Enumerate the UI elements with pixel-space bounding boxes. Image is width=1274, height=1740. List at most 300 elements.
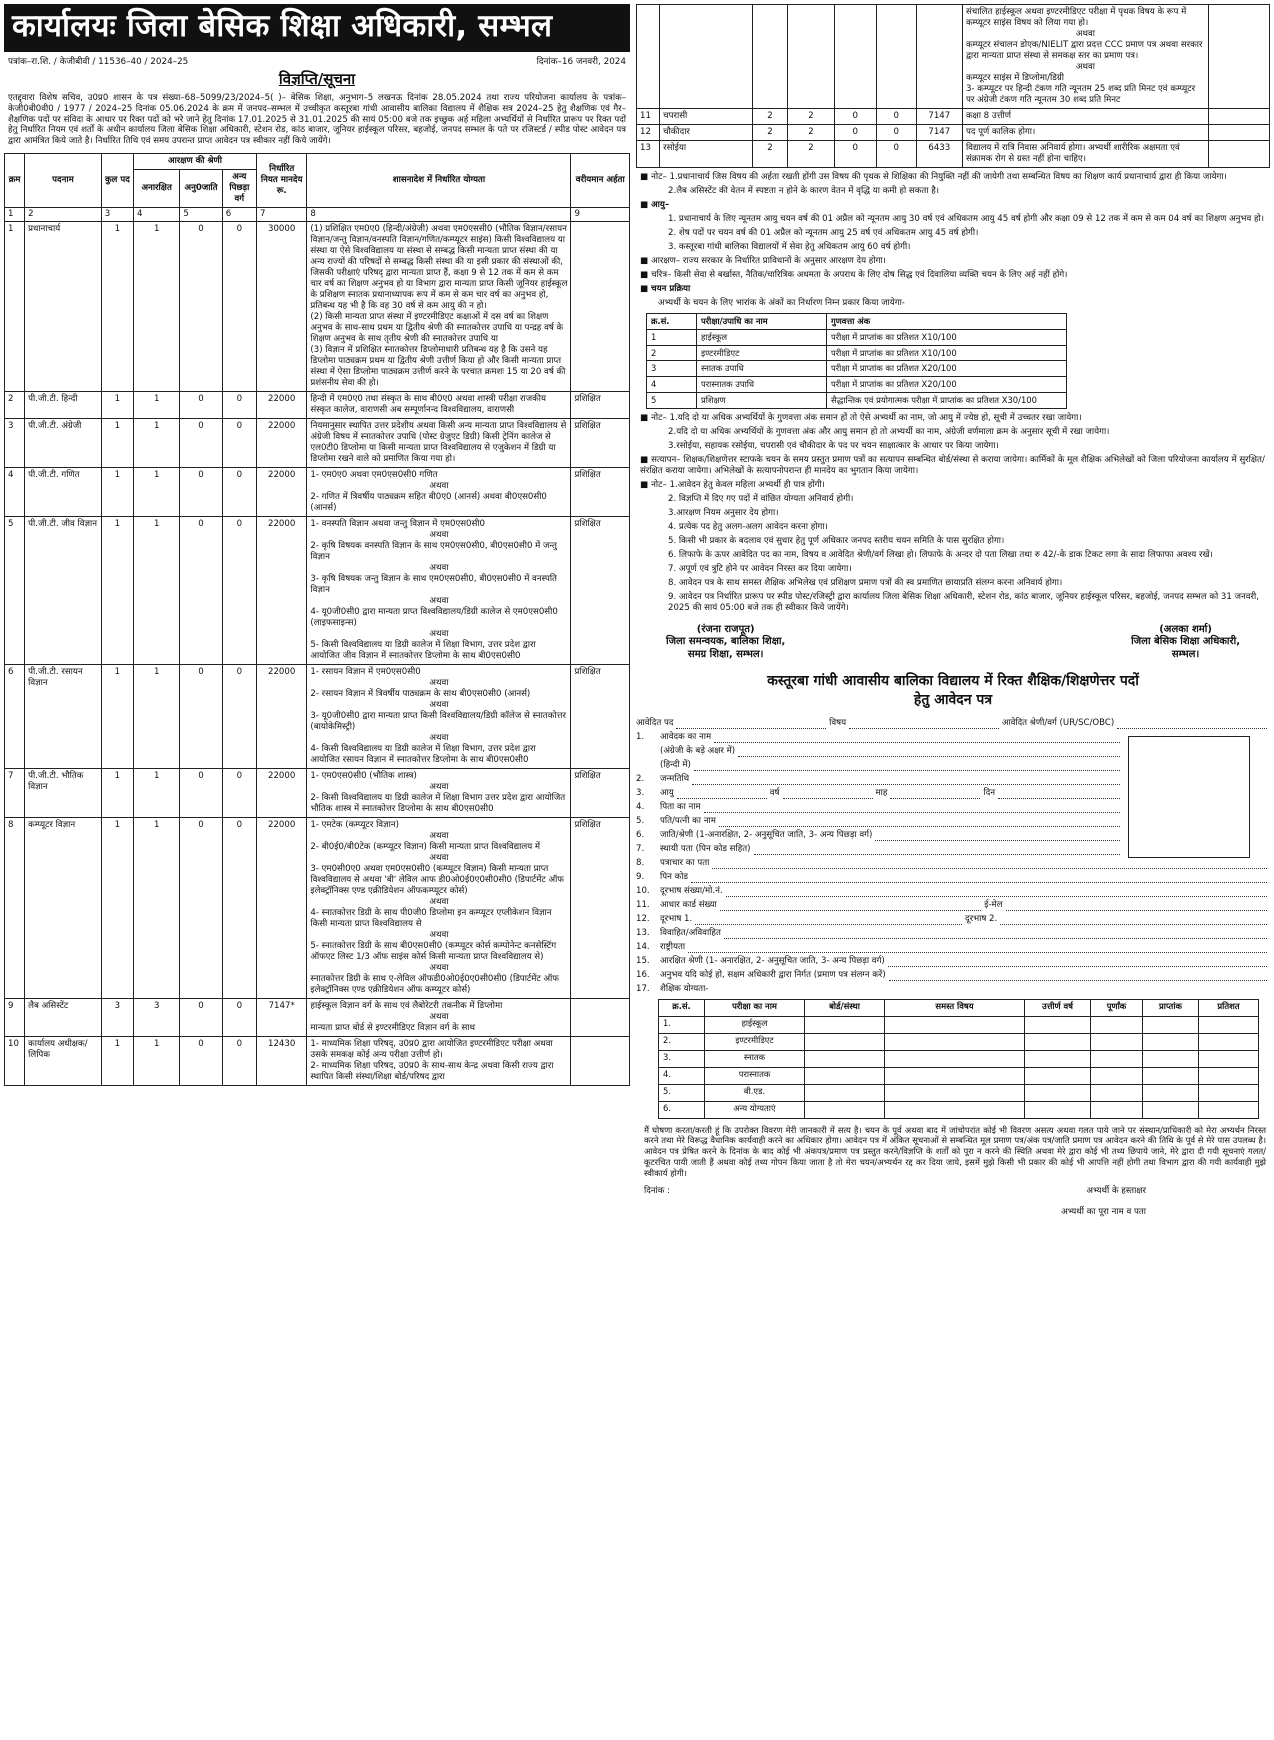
post-preferred: प्रशिक्षित: [571, 768, 630, 817]
qualification-line: 5- किसी विश्वविद्यालय या डिग्री कालेज में शिक्षा विभाग, उत्तर प्रदेश द्वारा आयोजित जीव विज्ञान में स्नातकोत्तर डिप्लोमा के साथ बी0एस0सी0: [310, 639, 536, 661]
age-day-field[interactable]: [890, 789, 980, 799]
post-ur: 1: [134, 516, 180, 664]
field-label: अनुभव यदि कोई हो, सक्षम अधिकारी द्वारा निर्गत (प्रमाण पत्र संलग्न करें): [660, 969, 886, 980]
post-sc: 0: [834, 141, 876, 168]
post-fee: 22000: [256, 516, 306, 664]
empty-cell: [1208, 5, 1269, 109]
aadhaar-field[interactable]: [720, 901, 981, 911]
qualification-line: अथवा: [429, 852, 449, 863]
merit-cell: प्रशिक्षण: [697, 392, 827, 408]
qualification-line: 1- वनस्पति विज्ञान अथवा जन्तु विज्ञान में एम0एस0सी0: [310, 518, 485, 529]
post-sno: 8: [5, 817, 25, 998]
post-total: 1: [101, 817, 133, 998]
post-preferred: [1208, 109, 1269, 125]
post-qualification: [307, 221, 571, 391]
education-input-cell[interactable]: [1025, 1067, 1091, 1084]
post-name: कार्यालय अधीक्षक/लिपिक: [25, 1036, 102, 1085]
post-total: 1: [101, 768, 133, 817]
post-fee: 30000: [256, 221, 306, 391]
signature-bsa: (अलका शर्मा) जिला बेसिक शिक्षा अधिकारी, सम्भल।: [1131, 623, 1240, 661]
qualification-line: 1- एम0ए0 अथवा एम0एस0सी0 गणित: [310, 469, 438, 480]
tie-rule-3: 3.रसोईया, सहायक रसोईया, चपरासी एवं चौकीदार के पद पर चयन साक्षात्कार के आधार पर किया जायेगा।: [668, 440, 999, 451]
column-number: 5: [180, 207, 222, 221]
post-total: 2: [752, 109, 788, 125]
post-sno: 9: [5, 998, 25, 1036]
education-input-cell[interactable]: [1091, 1067, 1143, 1084]
email-field[interactable]: [1006, 901, 1267, 911]
field-label: पिता का नाम: [660, 801, 701, 812]
merit-cell: हाईस्कूल: [697, 329, 827, 345]
education-input-cell[interactable]: [1143, 1016, 1199, 1033]
declaration-text: मैं घोषणा करता/करती हूं कि उपरोक्त विवरण मेरी जानकारी में सत्य है। चयन के पूर्व अथवा बाद में जांचोपरांत कोई भी विवरण असत्य अथवा गलत पाये जाने पर संस्थान/प्राधिकारी को मेरा अभ्यर्थन निरस्त करने तथा मेरे विरूद्ध वैधानिक कार्यवाही करने का अधिकार होगा। आवेदन पत्र में अंकित सूचनाओं से सम्बन्धित मूल प्रमाण पत्र/अंक पत्र/जाति प्रमाण पत्र आवेदन करने की तिथि के पूर्व से मेरे पास उपलब्ध है। आवेदन पत्र प्रेषित करने के दिनांक के बाद कोई भी अंकपत्र/प्रमाण पत्र प्रस्तुत करने/विज्ञप्ति के शर्तों को पूरा न करने की स्थिति अथवा मेरे द्वारा कोई भी तथ्य छिपाये जाने, मेरे द्वारा दी गयी सूचनाएं गलत/कूटरचित पायी जाती हैं अथवा कोई तथ्य गोपन किया जाता है तो मेरा चयन/अभ्यर्थन रद्द कर दिया जाये, इसमें मुझे किसी भी प्रकार की कोई भी आपत्ति नहीं होगी तथा विभाग द्वारा की गयी कार्यवाही मुझे स्वीकार्य होगी।: [644, 1124, 1266, 1178]
qualification-line: कम्प्यूटर साइंस में डिप्लोमा/डिग्री: [965, 73, 1064, 83]
education-input-cell[interactable]: [805, 1084, 885, 1101]
left-column: [4, 4, 630, 1736]
post-preferred: [571, 221, 630, 391]
field-label: दूरभाष संख्या/मो.नं.: [660, 885, 723, 896]
post-obc: 0: [876, 109, 916, 125]
merit-cell: 4: [647, 377, 697, 393]
post-obc: 0: [222, 516, 256, 664]
post-row: [637, 125, 1270, 141]
post-total: 2: [752, 141, 788, 168]
continued-qualification: [962, 5, 1208, 109]
education-header: प्राप्तांक: [1143, 999, 1199, 1016]
form-input-line[interactable]: [754, 845, 1120, 855]
qualification-line: हाईस्कूल विज्ञान वर्ग के साथ एवं लैबोरेटरी तकनीक में डिप्लोमा: [310, 1000, 503, 1011]
post-row: [5, 221, 630, 391]
post-name: रसोईया: [660, 141, 753, 168]
education-input-cell[interactable]: [1199, 1067, 1259, 1084]
post-fee: 22000: [256, 817, 306, 998]
education-input-cell[interactable]: [1143, 1050, 1199, 1067]
field-label: (अंग्रेजी के बड़े अक्षर में): [660, 745, 736, 756]
post-preferred: [571, 1036, 630, 1085]
qualification-line: 1- एमटेक (कम्प्यूटर विज्ञान): [310, 819, 399, 830]
general-note: 8. आवेदन पत्र के साथ समस्त शैक्षिक अभिलेख एवं प्रशिक्षण प्रमाण पत्रों की स्व प्रमाणित छायाप्रति संलग्न करना अनिवार्य होगा।: [668, 577, 1063, 588]
form-input-line[interactable]: [738, 747, 1120, 757]
phone2-label: दूरभाष 2.: [965, 913, 998, 924]
education-input-cell[interactable]: [805, 1101, 885, 1118]
empty-cell: [876, 5, 916, 109]
post-sno: 6: [5, 664, 25, 768]
header-total: कुल पद: [101, 153, 133, 207]
post-row: [5, 467, 630, 516]
header-obc: अन्य पिछड़ा वर्ग: [222, 169, 256, 207]
form-input-line[interactable]: [714, 733, 1120, 743]
qualification-line: 3- कृषि विषयक जन्तु विज्ञान के साथ एम0एस0सी0, बी0एस0सी0 में वनस्पति विज्ञान: [310, 573, 557, 595]
education-sno: 4.: [659, 1067, 705, 1084]
education-input-cell[interactable]: [1025, 1016, 1091, 1033]
empty-cell: [660, 5, 753, 109]
form-input-line[interactable]: [719, 817, 1120, 827]
education-input-cell[interactable]: [1199, 1084, 1259, 1101]
field-label: जाति/श्रेणी (1-अनारक्षित, 2- अनुसूचित जाति, 3- अन्य पिछड़ा वर्ग): [660, 829, 873, 840]
education-input-cell[interactable]: [1143, 1033, 1199, 1050]
education-exam: हाईस्कूल: [705, 1016, 805, 1033]
qualification-line: कम्प्यूटर संचालन डोएक/NIELIT द्वारा प्रदत्त CCC प्रमाण पत्र अथवा सरकार द्वारा मान्यता प्राप्त संस्था से समकक्ष स्तर का प्रमाण पत्र।: [965, 40, 1203, 61]
field-number: 11.: [636, 899, 650, 910]
general-notes-list: [640, 494, 1266, 614]
field-label: राष्ट्रीयता: [660, 941, 686, 952]
education-exam: अन्य योग्यताएं: [705, 1101, 805, 1118]
post-obc: 0: [222, 664, 256, 768]
header-reservation: आरक्षण की श्रेणी: [134, 153, 257, 169]
post-row: [5, 516, 630, 664]
post-sno: 7: [5, 768, 25, 817]
qualification-line: 1- माध्यमिक शिक्षा परिषद्, उ0प्र0 द्वारा आयोजित इण्टरमीडिएट परीक्षा अथवा उसके समकक्ष कोई अन्य परीक्षा उत्तीर्ण हो।: [310, 1038, 553, 1060]
age-tail-field[interactable]: [998, 789, 1120, 799]
education-header: बोर्ड/संस्था: [805, 999, 885, 1016]
merit-row: [647, 329, 1067, 345]
subject-field[interactable]: [849, 719, 999, 729]
form-input-line[interactable]: [889, 971, 1267, 981]
education-input-cell[interactable]: [1025, 1050, 1091, 1067]
field-number: 2.: [636, 773, 645, 784]
post-sno: 1: [5, 221, 25, 391]
general-note: 3.आरक्षण नियम अनुसार देय होगा।: [668, 507, 779, 518]
form-input-line[interactable]: [688, 943, 1267, 953]
form-input-line[interactable]: [724, 929, 1267, 939]
post-total: 1: [101, 664, 133, 768]
post-fee: 22000: [256, 467, 306, 516]
form-input-line[interactable]: [888, 957, 1267, 967]
notice-date: दिनांक–16 जनवरी, 2024: [536, 56, 626, 67]
age-rule-2: 2. शेष पदों पर चयन वर्ष की 01 अप्रैल को न्यूनतम आयु 25 वर्ष एवं अधिकतम आयु 45 वर्ष होगी।: [668, 228, 979, 238]
education-exam: परास्नातक: [705, 1067, 805, 1084]
age-month-field[interactable]: [783, 789, 873, 799]
post-sc: 0: [180, 998, 222, 1036]
empty-cell: [916, 5, 962, 109]
education-input-cell[interactable]: [805, 1067, 885, 1084]
post-total: 1: [101, 391, 133, 418]
form-input-line[interactable]: [726, 887, 1267, 897]
qualification-line: अथवा: [429, 830, 449, 841]
post-sc: 0: [180, 221, 222, 391]
age-rule-1: 1. प्रधानाचार्य के लिए न्यूनतम आयु चयन वर्ष की 01 अप्रैल को न्यूनतम आयु 30 वर्ष एवं अधिकतम आयु 45 वर्ष होगी और कक्षा 09 से 12 तक में कम से कम 04 वर्ष का शिक्षण अनुभव हो।: [668, 214, 1265, 224]
education-input-cell[interactable]: [885, 1050, 1025, 1067]
field-number: 1.: [636, 731, 645, 742]
post-sc: 0: [180, 391, 222, 418]
category-field[interactable]: [1117, 719, 1267, 729]
post-fee: 22000: [256, 391, 306, 418]
education-input-cell[interactable]: [1199, 1016, 1259, 1033]
post-sc: 0: [180, 817, 222, 998]
qualification-line: अथवा: [1075, 62, 1095, 72]
post-qualification: [307, 664, 571, 768]
field-label: पिन कोड: [660, 871, 689, 882]
education-input-cell[interactable]: [1143, 1067, 1199, 1084]
education-input-cell[interactable]: [1143, 1084, 1199, 1101]
field-number: 4.: [636, 801, 645, 812]
education-input-cell[interactable]: [1091, 1033, 1143, 1050]
email-label: ई-मेल: [984, 899, 1003, 910]
signature-block: [666, 624, 1240, 662]
reservation-rule: ■ आरक्षण– राज्य सरकार के निर्धारित प्राविधानों के अनुसार आरक्षण देय होगा।: [640, 256, 886, 266]
education-input-cell[interactable]: [805, 1033, 885, 1050]
qualification-line: अथवा: [429, 962, 449, 973]
header-sno: क्रम: [5, 153, 25, 207]
post-fee: 6433: [916, 141, 962, 168]
general-note: 7. अपूर्ण एवं त्रुटि होने पर आवेदन निरस्त कर दिया जायेगा।: [668, 563, 852, 574]
post-sc: 0: [180, 664, 222, 768]
field-number: 3.: [636, 787, 645, 798]
education-input-cell[interactable]: [1025, 1084, 1091, 1101]
qualification-line: मान्यता प्राप्त बोर्ड से इण्टरमीडिएट विज्ञान वर्ग के साथ: [310, 1022, 476, 1033]
general-note: 6. लिफाफे के ऊपर आवेदित पद का नाम, विषय व आवेदित श्रेणी/वर्ग लिखा हो। लिफाफे के अन्दर दो पता लिखा तथा रु 42/-के डाक टिकट लगा के सादा लिफाफा अवश्य रखें।: [668, 549, 1213, 560]
age-year-label: वर्ष: [769, 787, 780, 798]
education-input-cell[interactable]: [885, 1067, 1025, 1084]
right-column: [636, 4, 1270, 1736]
selection-intro: अभ्यर्थी के चयन के लिए भारांक के अंकों का निर्धारण निम्न प्रकार किया जायेगा-: [658, 298, 905, 308]
education-sno: 5.: [659, 1084, 705, 1101]
field-number: 17.: [636, 983, 650, 994]
post-name: लैब असिस्टेंट: [25, 998, 102, 1036]
field-number: 10.: [636, 885, 650, 896]
qualification-line: हिन्दी में एम0ए0 तथा संस्कृत के साथ बी0ए0 अथवा शास्त्री परीक्षा राजकीय संस्कृत कालेज, वाराणसी अब सम्पूर्णानन्द विश्वविद्यालय, वाराणसी: [310, 393, 546, 415]
education-header: पूर्णांक: [1091, 999, 1143, 1016]
phone2-field[interactable]: [1000, 915, 1267, 925]
form-field-row: [636, 886, 1270, 897]
general-note: 4. प्रत्येक पद हेतु अलग-अलग आवेदन करना होगा।: [668, 521, 828, 532]
post-obc: 0: [222, 418, 256, 467]
education-sno: 6.: [659, 1101, 705, 1118]
education-input-cell[interactable]: [1091, 1101, 1143, 1118]
education-header: क्र.सं.: [659, 999, 705, 1016]
column-number: 6: [222, 207, 256, 221]
education-exam: स्नातक: [705, 1050, 805, 1067]
general-note: 2. विज्ञप्ति में दिए गए पदों में वांछित योग्यता अनिवार्य होगी।: [668, 493, 854, 504]
form-input-line[interactable]: [875, 831, 1120, 841]
age-years-field[interactable]: [677, 789, 767, 799]
qualification-line: अथवा: [429, 896, 449, 907]
post-sno: 11: [637, 109, 660, 125]
post-sc: 0: [834, 109, 876, 125]
header-unreserved: अनारक्षित: [134, 169, 180, 207]
field-label: जन्मतिथि: [660, 773, 690, 784]
education-input-cell[interactable]: [1199, 1101, 1259, 1118]
qualification-line: अथवा: [429, 677, 449, 688]
qualification-line: (1) प्रशिक्षित एम0ए0 (हिन्दी/अंग्रेजी) अथवा एम0एससी0 (भौतिक विज्ञान/रसायन विज्ञान/जन्तु विज्ञान/वनस्पति विज्ञान/गणित/कम्प्यूटर साइंस) किसी विश्वविद्यालय या संस्था या ऐसे विश्वविद्यालय या संस्था से सम्बद्ध किसी मान्यता प्राप्त संस्था की या अन्य राज्यों की परिषदों से सम्बद्ध किसी संस्था की या इसी प्रकार की संस्थाओं की, जिसकी परीक्षाएं परिषद् द्वारा मान्यता प्राप्त हैं, कक्षा 9 से 12 तक में कम से कम चार वर्ष का शिक्षण अनुभव हो या विभाग द्वारा मान्यता प्राप्त किसी जूनियर हाईस्कूल के प्रशिक्षण स्नातक प्रधानाध्यापक रूप में कम से कम चार वर्ष का अनुभव हो, प्रतिबन्ध यह भी है कि वह 30 वर्ष से कम आयु की न हो।: [310, 223, 568, 311]
qualification-line: अथवा: [429, 480, 449, 491]
post-total: 1: [101, 467, 133, 516]
post-obc: 0: [222, 998, 256, 1036]
office-masthead: कार्यालयः जिला बेसिक शिक्षा अधिकारी, सम्भल: [4, 4, 630, 52]
post-name: कम्प्यूटर विज्ञान: [25, 817, 102, 998]
qualification-line: अथवा: [1075, 29, 1095, 39]
qualification-line: अथवा: [429, 529, 449, 540]
qualification-line: 3- एम0सी0ए0 अथवा एम0एस0सी0 (कम्प्यूटर विज्ञान) किसी मान्यता प्राप्त विश्वविद्यालय से अथवा 'बी' लेविल आफ डी0ओ0ई0ए0सी0सी0 (डिपार्टमेंट ऑफ इलेक्ट्रॉनिक्स एण्ड एक्रीडियेशन ऑफकम्प्यूटर कोर्स): [310, 863, 564, 896]
form-input-line[interactable]: [704, 803, 1120, 813]
qualification-line: अथवा: [429, 929, 449, 940]
notes-section: [640, 172, 1266, 614]
post-name: चौकीदार: [660, 125, 753, 141]
post-row: [5, 664, 630, 768]
post-ur: 1: [134, 221, 180, 391]
empty-cell: [834, 5, 876, 109]
post-fee: 7147: [916, 109, 962, 125]
merit-cell: परीक्षा में प्राप्तांक का प्रतिशत X10/100: [827, 345, 1067, 361]
post-sc: 0: [180, 467, 222, 516]
post-preferred: [571, 998, 630, 1036]
post-preferred: प्रशिक्षित: [571, 418, 630, 467]
post-preferred: प्रशिक्षित: [571, 467, 630, 516]
education-sno: 1.: [659, 1016, 705, 1033]
date-label: दिनांक :: [644, 1186, 671, 1197]
qualification-line: 2- बी0ई0/बी0टेक (कम्प्यूटर विज्ञान) किसी मान्यता प्राप्त विश्वविद्यालय में: [310, 841, 541, 852]
post-obc: 0: [222, 817, 256, 998]
phone1-field[interactable]: [695, 915, 962, 925]
qualification-line: 2- गणित में त्रिवर्षीय पाठ्यक्रम सहित बी0ए0 (आनर्स) अथवा बी0एस0सी0 (आनर्स): [310, 491, 547, 513]
merit-cell: परीक्षा में प्राप्तांक का प्रतिशत X10/100: [827, 329, 1067, 345]
post-sno: 10: [5, 1036, 25, 1085]
post-preferred: [1208, 125, 1269, 141]
applicant-sign-area: [644, 1186, 1266, 1218]
post-sc: 0: [180, 418, 222, 467]
education-input-cell[interactable]: [885, 1084, 1025, 1101]
education-input-cell[interactable]: [1199, 1050, 1259, 1067]
qualification-line: 2- कृषि विषयक वनस्पति विज्ञान के साथ एम0एस0सी0, बी0एस0सी0 में जन्तु विज्ञान: [310, 540, 557, 562]
field-number: 6.: [636, 829, 645, 840]
form-input-line[interactable]: [691, 873, 1267, 883]
merit-cell: 5: [647, 392, 697, 408]
tie-rule-2: 2.यदि दो या अधिक अभ्यर्थियों के गुणवत्ता अंक और आयु समान हो तो अभ्यर्थी का नाम, अंग्रेजी वर्णमाला क्रम के अनुसार सूची में रखा जायेगा।: [668, 426, 1110, 437]
merit-cell: स्नातक उपाधि: [697, 361, 827, 377]
merit-cell: परीक्षा में प्राप्तांक का प्रतिशत X20/100: [827, 361, 1067, 377]
column-number: 3: [101, 207, 133, 221]
post-qualification: विद्यालय में रात्रि निवास अनिवार्य होगा। अभ्यर्थी शारीरिक अक्षमता एवं संक्रामक रोग से ग्रस्त नहीं होना चाहिए।: [962, 141, 1208, 168]
post-sc: 0: [180, 768, 222, 817]
post-sno: 12: [637, 125, 660, 141]
education-input-cell[interactable]: [805, 1016, 885, 1033]
header-preferred: वरीयमान अर्हता: [571, 153, 630, 207]
merit-cell: सैद्धान्तिक एवं प्रयोगात्मक परीक्षा में प्राप्तांक का प्रतिशत X30/100: [827, 392, 1067, 408]
education-input-cell[interactable]: [1199, 1033, 1259, 1050]
character-rule: ■ चरित्र– किसी सेवा से बर्खास्त, नैतिक/चारित्रिक अधमता के अपराध के लिए दोष सिद्ध एवं दिवालिया व्यक्ति चयन के लिए अर्ह नहीं होंगे।: [640, 270, 1068, 280]
merit-cell: 1: [647, 329, 697, 345]
post-total: 3: [101, 998, 133, 1036]
post-total: 1: [101, 1036, 133, 1085]
merit-table: [646, 313, 1067, 409]
application-fields: [636, 732, 1270, 995]
applied-post-field[interactable]: [676, 719, 826, 729]
post-row: [637, 109, 1270, 125]
field-label: पत्राचार का पता: [660, 857, 710, 868]
merit-cell: परीक्षा में प्राप्तांक का प्रतिशत X20/100: [827, 377, 1067, 393]
qualification-line: 2- किसी विश्वविद्यालय या डिग्री कालेज में शिक्षा विभाग उत्तर प्रदेश द्वारा आयोजित भौतिक शास्त्र में स्नातकोत्तर डिप्लोमा के साथ बी0एस0सी0: [310, 792, 566, 814]
education-input-cell[interactable]: [1091, 1084, 1143, 1101]
education-input-cell[interactable]: [885, 1033, 1025, 1050]
merit-row: [647, 345, 1067, 361]
post-obc: 0: [222, 768, 256, 817]
field-number: 5.: [636, 815, 645, 826]
education-input-cell[interactable]: [1091, 1016, 1143, 1033]
reference-number: पत्रांक–रा.शि. / केजीबीवी / 11536–40 / 2024–25: [8, 56, 189, 67]
qualification-line: स्नातकोत्तर डिग्री के साथ ए-लेविल ऑफडी0ओ0ई0ए0सी0सी0 (डिपार्टमेंट ऑफ इलेक्ट्रॉनिक्स एण्ड एक्रीडियेशन ऑफ कम्प्यूटर कोर्स): [310, 973, 559, 995]
post-qualification: [307, 391, 571, 418]
qualification-line: अथवा: [429, 595, 449, 606]
post-obc: 0: [222, 467, 256, 516]
post-qualification: [307, 768, 571, 817]
post-sno: 4: [5, 467, 25, 516]
applied-post-row: आवेदित पद विषय आवेदित श्रेणी/वर्ग (UR/SC/OBC): [636, 718, 1270, 729]
post-name: पी.जी.टी. गणित: [25, 467, 102, 516]
notice-title: विज्ञप्ति/सूचना: [278, 69, 356, 88]
post-fee: 22000: [256, 664, 306, 768]
education-input-cell[interactable]: [885, 1016, 1025, 1033]
continued-row: [637, 5, 1270, 109]
field-label: आवेदक का नाम: [660, 731, 712, 742]
post-obc: 0: [222, 1036, 256, 1085]
education-input-cell[interactable]: [885, 1101, 1025, 1118]
posts-table-continued: [636, 4, 1270, 168]
post-sno: 13: [637, 141, 660, 168]
field-label: आयु: [660, 787, 674, 798]
notice-intro: एतद्द्वारा विशेष सचिव, उ0प्र0 शासन के पत्र संख्या–68–5099/23/2024–5( )– बेसिक शिक्षा, अनुभाग–5 लखनऊ दिनांक 28.05.2024 तथा राज्य परियोजना कार्यालय के पत्रांक–केजी0बी0वी0 / 1977 / 2024–25 दिनांक 05.06.2024 के क्रम में जनपद–सम्भल में उच्चीकृत कस्तूरबा गांधी आवासीय बालिका विद्यालय में शैक्षिक सत्र 2024–25 हेतु शैक्षणिक एवं गैर–शैक्षणिक पदों पर संविदा के आधार पर रिक्त पदों को भरे जाने हेतु दिनांक 17.01.2025 से 31.01.2025 की सायं 05:00 बजे तक इच्छुक अर्ह महिला अभ्यर्थियों से निर्धारित प्रारूप पर रिक्त पदों हेतु निर्धारित नियम एवं शर्तों के अधीन कार्यालय जिला बेसिक शिक्षा अधिकारी, स्टेशन रोड, कांठ बाजार, जूनियर हाईस्कूल परिसर, बहजोई, जनपद सम्भल के पते पर रजिस्टर्ड / स्पीड पोस्ट आवेदन पत्र द्वारा आमंत्रित किये जाते है। निर्धारित तिथि एवं समय उपरान्त प्राप्त आवेदन पत्र स्वीकार नहीं किये जायेंगे।: [8, 93, 626, 147]
field-number: 16.: [636, 969, 650, 980]
form-input-line[interactable]: [692, 775, 1120, 785]
post-ur: 1: [134, 467, 180, 516]
qualification-line: अथवा: [429, 562, 449, 573]
age-heading: ■ आयु–: [640, 200, 670, 210]
education-input-cell[interactable]: [805, 1050, 885, 1067]
post-preferred: प्रशिक्षित: [571, 516, 630, 664]
header-fee: निर्धारित नियत मानदेय रू.: [256, 153, 306, 207]
signature-coordinator: (रंजना राजपूत) जिला समन्वयक, बालिका शिक्षा, समग्र शिक्षा, सम्भल।: [666, 623, 786, 661]
field-label: (हिन्दी में): [660, 759, 691, 770]
qualification-line: 2- रसायन विज्ञान में त्रिवर्षीय पाठ्यक्रम के साथ बी0एस0सी0 (आनर्स): [310, 688, 531, 699]
general-note: 5. किसी भी प्रकार के बदलाव एवं सुधार हेतु पूर्ण अधिकार जनपद स्तरीय चयन समिति के पास सुरक्षित होगा।: [668, 535, 1005, 546]
education-input-cell[interactable]: [1025, 1033, 1091, 1050]
merit-row: [647, 377, 1067, 393]
post-name: पी.जी.टी. जीव विज्ञान: [25, 516, 102, 664]
form-field-row: [636, 956, 1270, 967]
post-name: पी.जी.टी. रसायन विज्ञान: [25, 664, 102, 768]
education-row: [659, 1016, 1259, 1033]
field-number: 15.: [636, 955, 650, 966]
note-principal: ■ नोट– 1.प्रधानाचार्य जिस विषय की अर्हता रखती होंगी उस विषय की पृथक से शिक्षिका की नियुक्ति नहीं की जायेगी तथा सम्बन्धित विषय का शिक्षण कार्य प्रधानाचार्य द्वारा ही किया जायेगा।: [640, 172, 1227, 182]
post-total: 2: [752, 125, 788, 141]
empty-cell: [788, 5, 834, 109]
form-title: कस्तूरबा गांधी आवासीय बालिका विद्यालय में रिक्त शैक्षिक/शिक्षणेत्तर पदों हेतु आवेदन पत्र: [767, 672, 1139, 708]
post-obc: 0: [222, 221, 256, 391]
post-total: 1: [101, 516, 133, 664]
form-field-row: [636, 984, 1270, 995]
field-label: स्थायी पता (पिन कोड सहित): [660, 843, 751, 854]
education-input-cell[interactable]: [1143, 1101, 1199, 1118]
merit-cell: इण्टरमीडिएट: [697, 345, 827, 361]
tie-rule-1: ■ नोट– 1.यदि दो या अधिक अभ्यर्थियों के गुणवत्ता अंक समान हों तो ऐसे अभ्यर्थी का नाम, जो आयु में ज्येष्ठ हो, सूची में उच्चतर रखा जायेगा।: [640, 412, 1082, 423]
post-qualification: पद पूर्ण कालिक होगा।: [962, 125, 1208, 141]
post-qualification: [307, 418, 571, 467]
form-input-line[interactable]: [712, 859, 1267, 869]
qualification-line: 4- किसी विश्वविद्यालय या डिग्री कालेज में शिक्षा विभाग, उत्तर प्रदेश द्वारा आयोजित रसायन विज्ञान में स्नातकोत्तर डिप्लोमा के साथ बी0एस0सी0: [310, 743, 536, 765]
age-rule-3: 3. कस्तूरबा गांधी बालिका विद्यालयों में सेवा हेतु अधिकतम आयु 60 वर्ष होगी।: [668, 242, 911, 252]
post-ur: 1: [134, 1036, 180, 1085]
qualification-line: (3) विज्ञान में प्रशिक्षित स्नातकोत्तर डिप्लोमाधारी प्रतिबन्ध यह है कि उसने यह डिप्लोमा पाठ्यक्रम प्रथम या द्वितीय श्रेणी उत्तीर्ण किया हो और किसी मान्यता प्राप्त संस्था में ऐसा डिप्लोमा पाठ्यक्रम उत्तीर्ण करने के परचात क्रमशः 15 या 20 वर्ष की प्रशंसनीय सेवा की हो।: [310, 344, 566, 388]
post-name: प्रधानाचार्य: [25, 221, 102, 391]
column-number: 1: [5, 207, 25, 221]
merit-header: गुणवत्ता अंक: [827, 314, 1067, 330]
education-row: [659, 1084, 1259, 1101]
education-input-cell[interactable]: [1025, 1101, 1091, 1118]
general-note: 9. आवेदन पत्र निर्धारित प्रारूप पर स्पीड पोस्ट/रजिस्ट्री द्वारा कार्यालय जिला बेसिक शिक्षा अधिकारी, स्टेशन रोड, कांठ बाजार, जूनियर हाईस्कूल परिसर, बहजोई, जनपद सम्भल को 31 जनवरी, 2025 की सायं 05:00 बजे तक ही स्वीकार किये जायेंगे।: [668, 591, 1259, 613]
qualification-line: 2- माध्यमिक शिक्षा परिषद, उ0प्र0 के साथ-साथ केन्द्र अथवा किसी राज्य द्वारा स्थापित किसी संस्था/शिक्षा बोर्ड/परिषद द्वारा: [310, 1060, 554, 1082]
form-input-line[interactable]: [694, 761, 1120, 771]
post-name: पी.जी.टी. हिन्दी: [25, 391, 102, 418]
post-row: [637, 141, 1270, 168]
education-input-cell[interactable]: [1091, 1050, 1143, 1067]
